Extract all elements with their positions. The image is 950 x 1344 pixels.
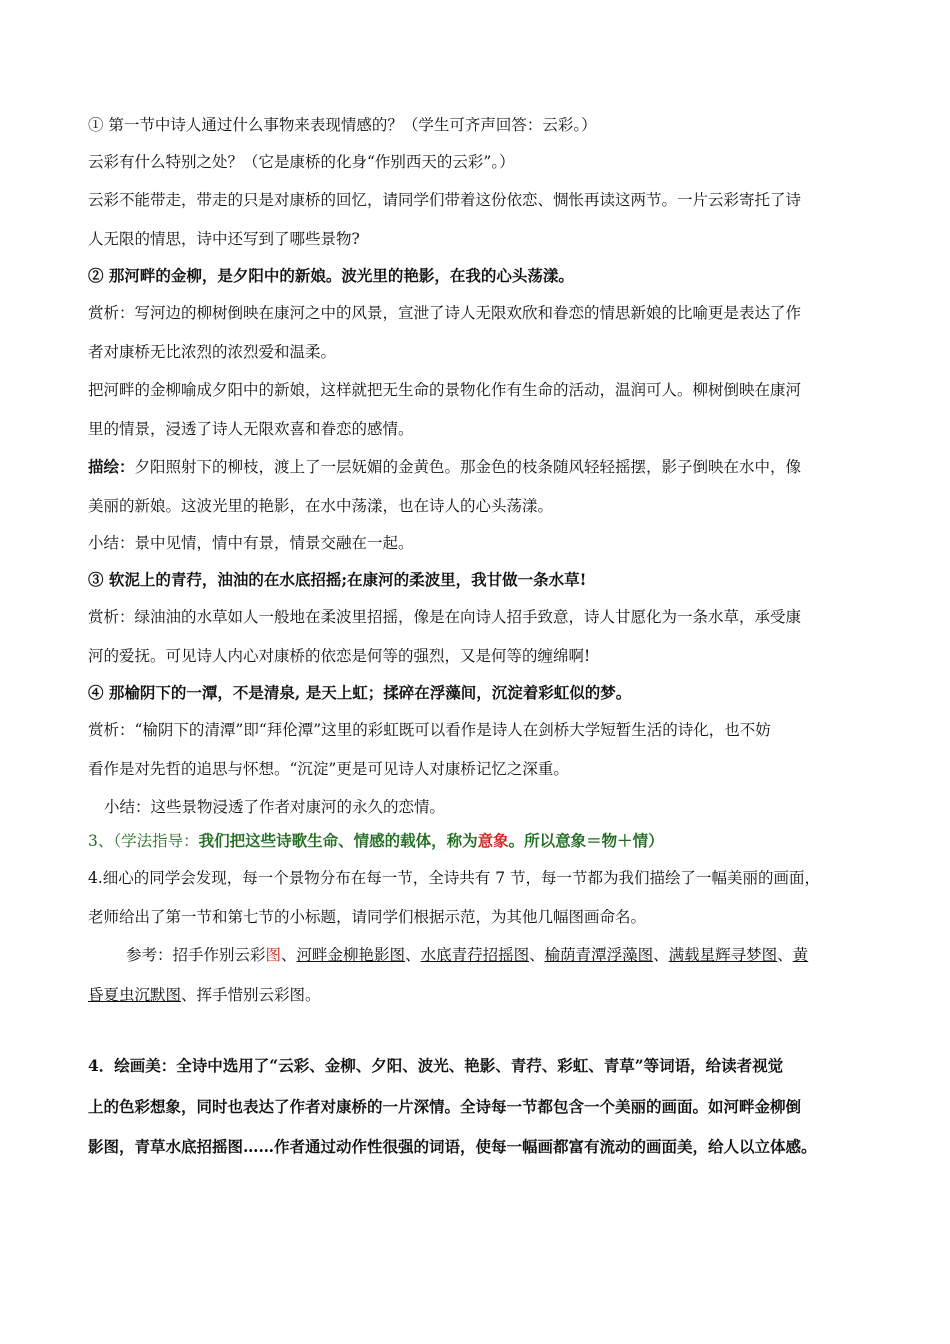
appreciation-text: 赏析：“榆阴下的清潭”即“拜伦潭”这里的彩虹既可以看作是诗人在剑桥大学短暂生活的诗化，也不妨 (88, 721, 771, 739)
painting-beauty: 4．绘画美：全诗中选用了“云彩、金柳、夕阳、波光、艳影、青荇、彩虹、青草”等词语，给读者视觉 (88, 1056, 784, 1075)
title-6: 、挥手惜别云彩图。 (181, 986, 321, 1004)
appreciation-text: 赏析：写河边的柳树倒映在康河之中的风景，宣泄了诗人无限欢欣和眷恋的情思新娘的比喻更是表达了作 (88, 304, 802, 322)
reference-titles-cont (88, 984, 321, 1006)
poem-line-3: ③ 软泥上的青荇，油油的在水底招摇;在康河的柔波里，我甘做一条水草! (88, 570, 587, 589)
key-term-imagery: 意象 (477, 831, 509, 850)
separator: 、 (405, 946, 421, 964)
text-line: 河的爱抚。可见诗人内心对康桥的依恋是何等的强烈，又是何等的缠绵啊! (88, 647, 591, 665)
method-formula: 。所以意象＝物＋情） (508, 831, 664, 850)
separator: 、 (529, 946, 545, 964)
title-2: 水底青荇招摇图 (420, 946, 530, 964)
text-line: 者对康桥无比浓烈的浓烈爱和温柔。 (88, 343, 337, 361)
title-5-end: 昏夏虫沉默图 (88, 986, 182, 1004)
poem-line-4: ④ 那榆阴下的一潭，不是清泉, 是天上虹；揉碎在浮藻间，沉淀着彩虹似的梦。 (88, 683, 632, 702)
text-line: 美丽的新娘。这波光里的艳影，在水中荡漾，也在诗人的心头荡漾。 (88, 497, 554, 515)
summary-line: 小结：景中见情，情中有景，情景交融在一起。 (88, 534, 414, 552)
reference-titles (126, 944, 808, 966)
text-line: 云彩有什么特别之处？（它是康桥的化身“作别西天的云彩”。） (88, 153, 515, 171)
description-text: 夕阳照射下的柳枝，渡上了一层妩媚的金黄色。那金色的枝条随风轻轻摇摆，影子倒映在水中，像 (134, 458, 802, 476)
summary-line: 小结：这些景物浸透了作者对康河的永久的恋情。 (104, 798, 446, 816)
separator: 、 (777, 946, 793, 964)
title-3: 榆荫青潭浮藻图 (544, 946, 654, 964)
text-line: 人无限的情思，诗中还写到了哪些景物? (88, 230, 360, 248)
description-label: 描绘： (88, 457, 135, 476)
question-1: ① 第一节中诗人通过什么事物来表现情感的？（学生可齐声回答：云彩。） (88, 116, 597, 134)
method-text: 我们把这些诗歌生命、情感的载体，称为 (198, 831, 478, 850)
text-line: 4.细心的同学会发现，每一个景物分布在每一节，全诗共有 7 节，每一节都为我们描绘了一幅美丽的画面， (88, 869, 821, 887)
text-line: 云彩不能带走，带走的只是对康桥的回忆，请同学们带着这份依恋、惆怅再读这两节。一片云彩寄托了诗 (88, 191, 802, 209)
text-line: 里的情景，浸透了诗人无限欢喜和眷恋的感情。 (88, 420, 414, 438)
description-line (88, 456, 801, 478)
appreciation-text: 赏析：绿油油的水草如人一般地在柔波里招摇，像是在向诗人招手致意，诗人甘愿化为一条水草，承受康 (88, 608, 802, 626)
title-1: 河畔金柳艳影图 (296, 946, 406, 964)
method-prefix: 3、（学法指导： (88, 832, 199, 850)
separator: 、 (653, 946, 669, 964)
reference-label: 参考：招手作别云彩 (126, 946, 266, 964)
method-guidance (88, 830, 664, 852)
text-line: 看作是对先哲的追思与怀想。“沉淀”更是可见诗人对康桥记忆之深重。 (88, 760, 569, 778)
poem-line-2: ② 那河畔的金柳，是夕阳中的新娘。波光里的艳影，在我的心头荡漾。 (88, 266, 574, 285)
painting-beauty-cont: 上的色彩想象，同时也表达了作者对康桥的一片深情。全诗每一节都包含一个美丽的画面。如河畔金柳倒 (88, 1097, 802, 1116)
title-5-start: 黄 (792, 946, 809, 964)
painting-beauty-cont: 影图，青草水底招摇图……作者通过动作性很强的词语，使每一幅画都富有流动的画面美，给人以立体感。 (88, 1137, 817, 1156)
separator: 、 (281, 946, 297, 964)
text-line: 老师给出了第一节和第七节的小标题，请同学们根据示范，为其他几幅图画命名。 (88, 908, 647, 926)
title-4: 满载星辉寻梦图 (668, 946, 778, 964)
text-line: 把河畔的金柳喻成夕阳中的新娘，这样就把无生命的景物化作有生命的活动，温润可人。柳树倒映在康河 (88, 381, 802, 399)
red-char: 图 (265, 946, 282, 964)
